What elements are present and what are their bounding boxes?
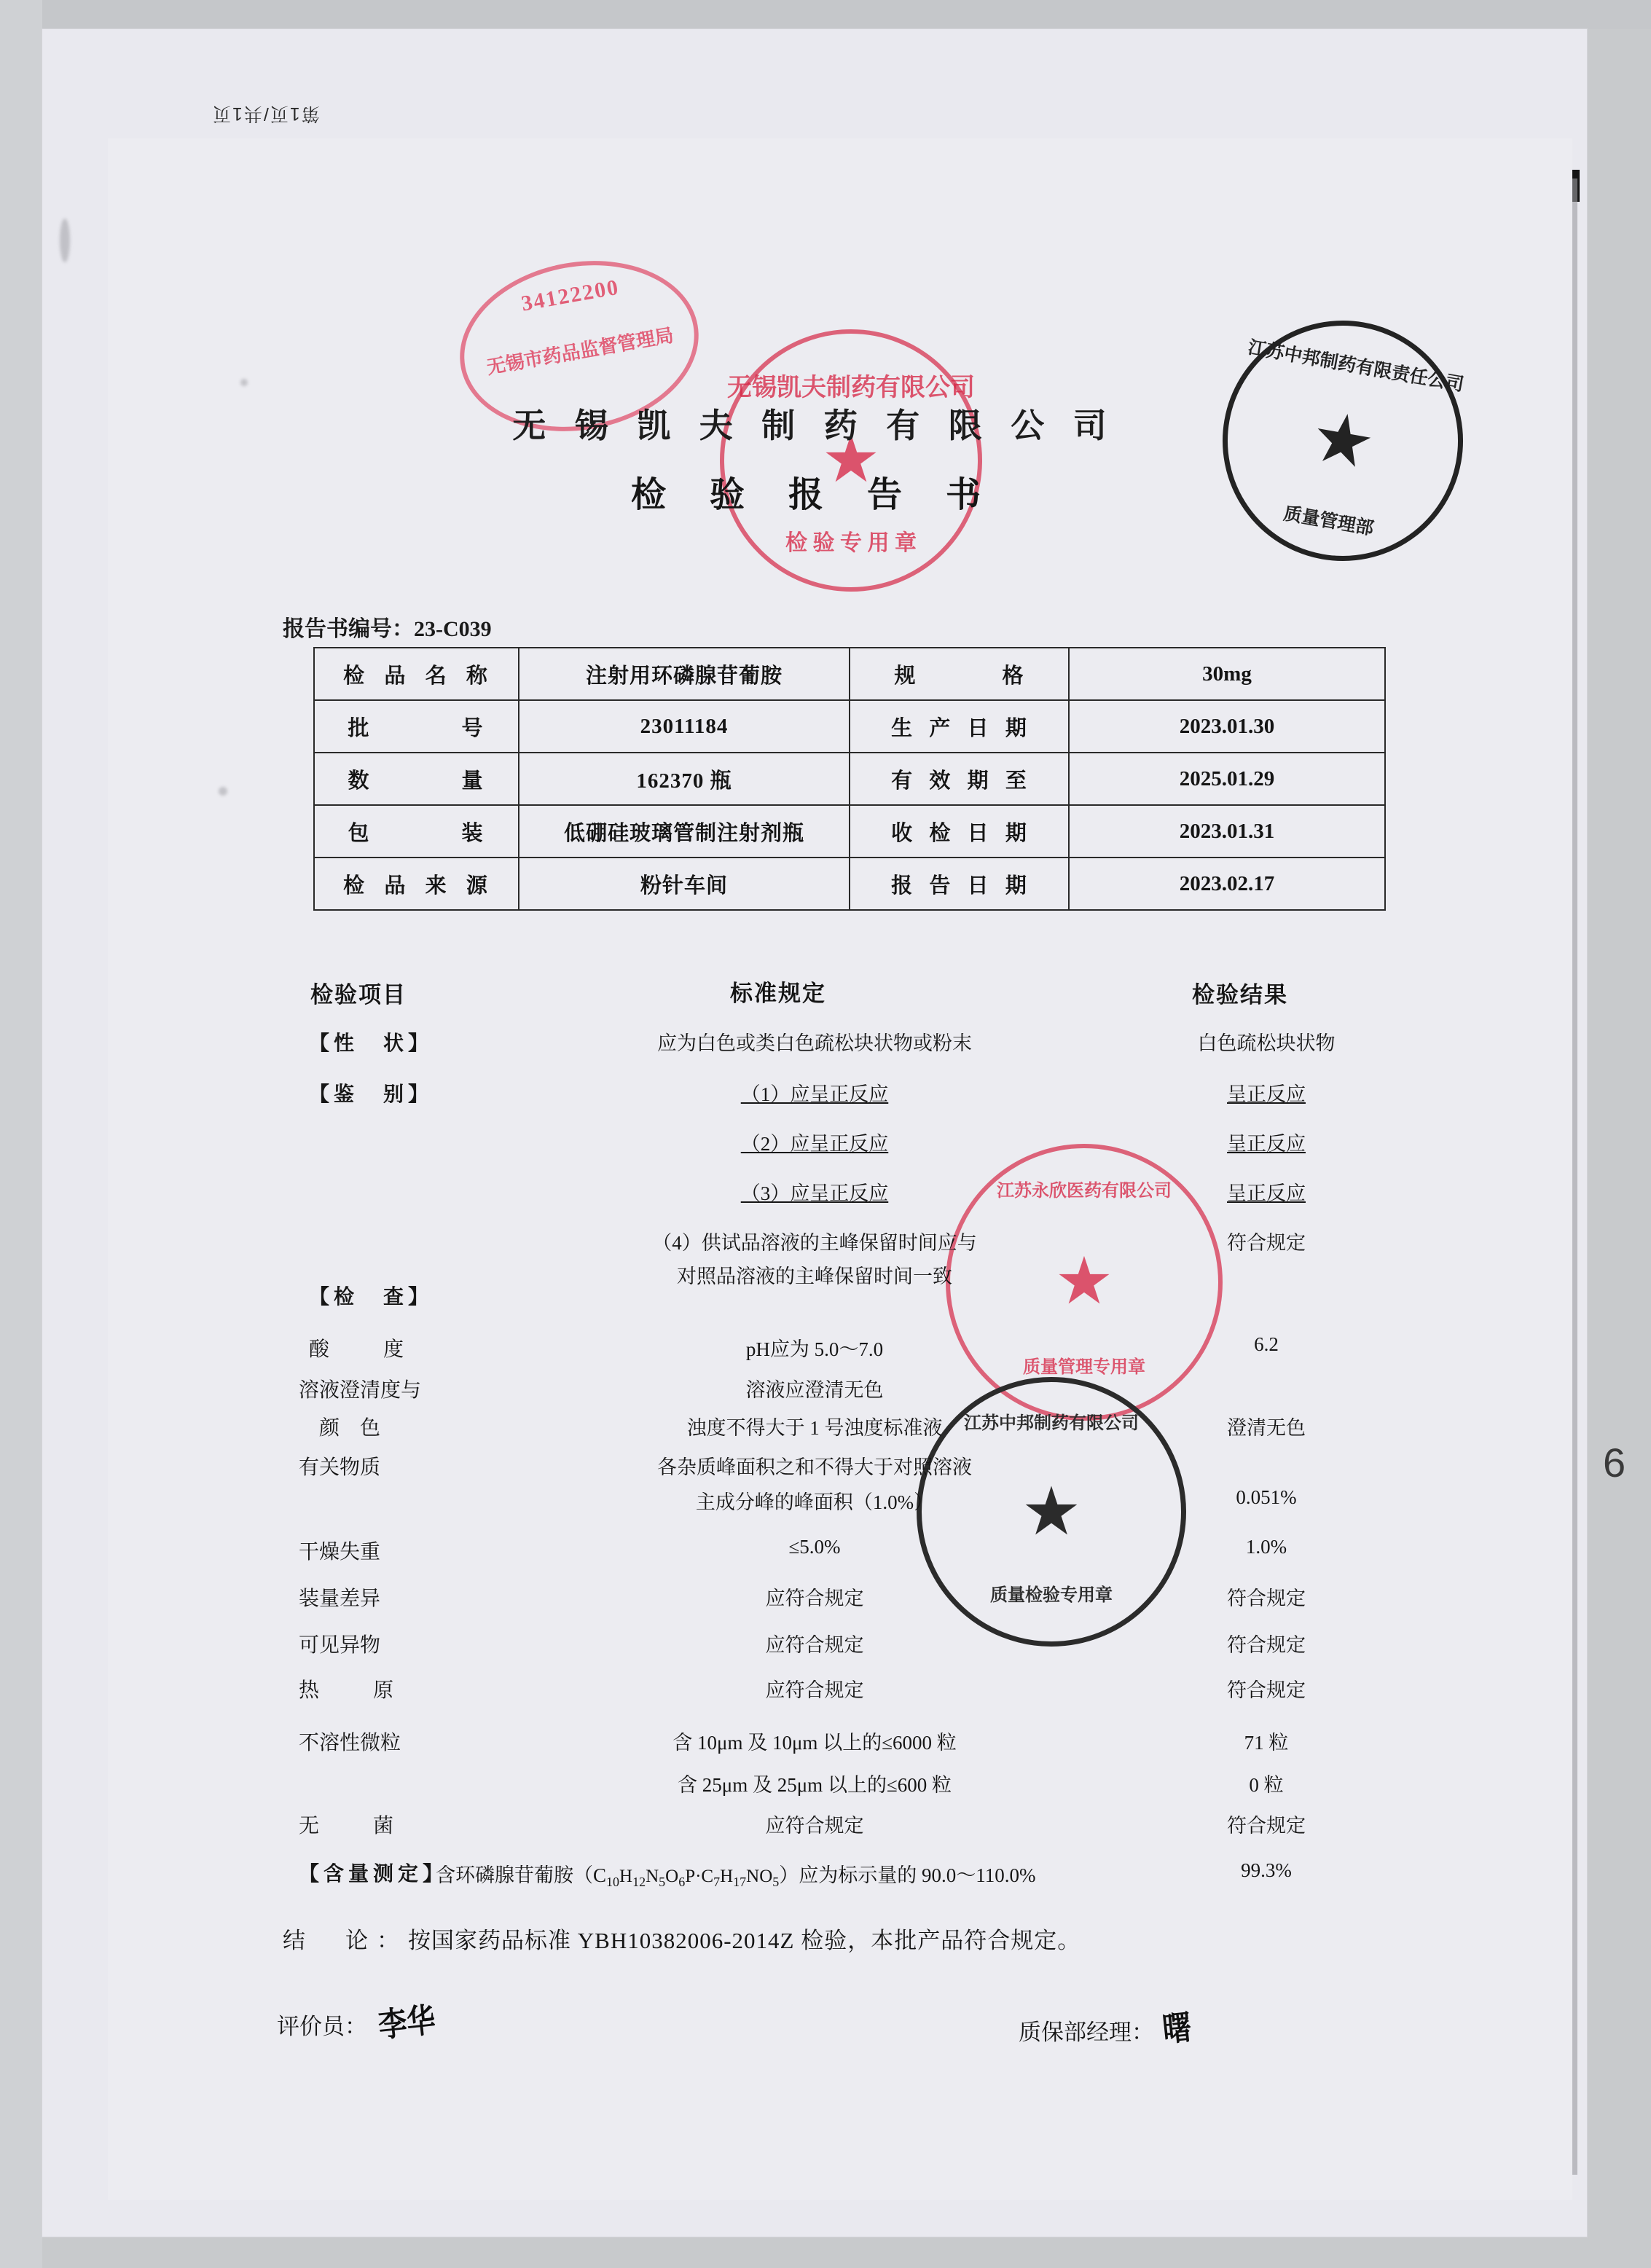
result-value: 呈正反应 <box>1227 1083 1306 1105</box>
table-row <box>314 805 1385 858</box>
cell-label: 数 量 <box>314 753 519 805</box>
result-value: 澄清无色 <box>1227 1417 1306 1439</box>
result-standard: （4）供试品溶液的主峰保留时间应与 <box>652 1232 977 1254</box>
result-standard: 溶液应澄清无色 <box>745 1379 884 1401</box>
result-value-assay: 99.3% <box>1241 1859 1292 1881</box>
result-standard: 应符合规定 <box>765 1815 864 1837</box>
result-standard: 应符合规定 <box>765 1588 864 1609</box>
result-standard: 含 25μm 及 25μm 以上的≤600 粒 <box>677 1774 952 1796</box>
cell-label2: 有 效 期 至 <box>850 753 1069 805</box>
result-standard: 应为白色或类白色疏松块状物或粉末 <box>657 1032 972 1054</box>
scan-artifact <box>240 379 248 386</box>
report-number-label: 报告书编号： <box>283 617 414 641</box>
result-standard: 浊度不得大于 1 号浊度标准液 <box>686 1417 943 1439</box>
assay-standard-post: ）应为标示量的 90.0～110.0% <box>779 1864 1036 1886</box>
cell-value: 低硼硅玻璃管制注射剂瓶 <box>519 805 850 858</box>
report-number-value: 23-C039 <box>414 617 492 641</box>
cell-value2: 30mg <box>1069 648 1385 700</box>
right-stamp-department: 质量管理部 <box>1282 503 1376 539</box>
result-item: 热 原 <box>299 1679 399 1702</box>
red-mid-stamp-purpose: 质量管理专用章 <box>1023 1358 1145 1377</box>
cell-label: 检 品 来 源 <box>314 858 519 910</box>
page-mark: 第1页/共1页 <box>211 103 320 124</box>
column-header-item: 检验项目 <box>310 982 407 1008</box>
result-value: 符合规定 <box>1227 1588 1306 1609</box>
column-header-result: 检验结果 <box>1192 982 1288 1008</box>
cell-value: 162370 瓶 <box>519 753 850 805</box>
star-icon: ★ <box>1054 1246 1114 1318</box>
result-item: 【性 状】 <box>309 1032 434 1055</box>
result-item: 有关物质 <box>299 1456 381 1479</box>
side-page-number: 6 <box>1603 1440 1626 1486</box>
star-icon: ★ <box>821 424 881 496</box>
sample-info-body <box>314 648 1385 910</box>
result-item-assay: 【含量测定】 <box>299 1863 448 1886</box>
inspection-stamp <box>720 329 982 592</box>
inspection-stamp-purpose: 检 验 专 用 章 <box>785 531 917 555</box>
result-standard: 应符合规定 <box>765 1679 864 1701</box>
result-standard: pH应为 5.0～7.0 <box>745 1338 884 1360</box>
cell-value: 注射用环磷腺苷葡胺 <box>519 648 850 700</box>
cell-label2: 规 格 <box>850 648 1069 700</box>
table-row <box>314 648 1385 700</box>
result-value: 白色疏松块状物 <box>1197 1032 1336 1054</box>
result-value: 符合规定 <box>1227 1679 1306 1701</box>
qa-signature: 曙 <box>1160 2007 1193 2049</box>
result-item: 可见异物 <box>299 1634 381 1657</box>
result-standard: 主成分峰的峰面积（1.0%） <box>695 1491 934 1513</box>
scan-artifact <box>219 787 227 796</box>
result-standard: （3）应呈正反应 <box>740 1182 889 1204</box>
cell-value2: 2023.01.30 <box>1069 700 1385 753</box>
table-row <box>314 700 1385 753</box>
column-header-standard: 标准规定 <box>730 981 826 1006</box>
result-item: 装量差异 <box>299 1588 381 1610</box>
page-background-top <box>0 0 1651 29</box>
cell-value: 粉针车间 <box>519 858 850 910</box>
result-item: 不溶性微粒 <box>299 1732 401 1754</box>
report-number <box>283 611 492 643</box>
evaluator-signature: 李华 <box>376 2000 437 2045</box>
conclusion-label: 结 论： <box>283 1928 408 1953</box>
page-background-left <box>0 0 42 2268</box>
result-value: 符合规定 <box>1227 1634 1306 1656</box>
result-item: 【检 查】 <box>309 1286 434 1308</box>
result-item: 无 菌 <box>299 1815 399 1837</box>
assay-formula: $_{10}H_{12}N_5O_6P\cdot C_7H_{17}NO_5$ <box>606 1867 780 1889</box>
star-icon: ★ <box>1021 1475 1082 1549</box>
qa-label: 质保部经理： <box>1019 2020 1154 2045</box>
result-standard: 含 10μm 及 10μm 以上的≤6000 粒 <box>672 1732 957 1754</box>
result-standard: （1）应呈正反应 <box>740 1083 889 1105</box>
table-row <box>314 753 1385 805</box>
result-standard: （2）应呈正反应 <box>740 1133 889 1155</box>
result-value: 符合规定 <box>1227 1815 1306 1837</box>
result-item: 酸 度 <box>309 1338 409 1361</box>
cell-label: 检 品 名 称 <box>314 648 519 700</box>
star-icon: ★ <box>1305 396 1381 484</box>
oval-stamp-number: 34122200 <box>519 275 621 316</box>
result-value: 0.051% <box>1236 1486 1297 1508</box>
result-item: 溶液澄清度与 <box>299 1379 422 1402</box>
oval-stamp-text: 无锡市药品监督管理局 <box>485 324 675 379</box>
assay-standard-pre: 含环磷腺苷葡胺（C <box>436 1864 607 1886</box>
conclusion-text: 按国家药品标准 YBH10382006-2014Z 检验，本批产品符合规定。 <box>408 1928 1081 1953</box>
cell-value2: 2025.01.29 <box>1069 753 1385 805</box>
red-mid-stamp-company: 江苏永欣医药有限公司 <box>997 1182 1172 1201</box>
result-value: 呈正反应 <box>1227 1182 1306 1204</box>
cell-value2: 2023.01.31 <box>1069 805 1385 858</box>
cell-label: 批 号 <box>314 700 519 753</box>
evaluator-label: 评价员： <box>277 2014 367 2039</box>
cell-value: 23011184 <box>519 700 850 753</box>
conclusion <box>283 1922 1081 1955</box>
cell-value2: 2023.02.17 <box>1069 858 1385 910</box>
result-value: 71 粒 <box>1244 1732 1289 1754</box>
black-mid-stamp-company: 江苏中邦制药有限公司 <box>964 1414 1139 1433</box>
result-value: 符合规定 <box>1227 1232 1306 1254</box>
scan-artifact <box>60 219 70 262</box>
result-standard: 对照品溶液的主峰保留时间一致 <box>677 1266 952 1287</box>
document-title: 检 验 报 告 书 <box>630 476 998 514</box>
result-value: 6.2 <box>1254 1333 1279 1355</box>
result-item: 【鉴 别】 <box>309 1083 434 1106</box>
black-mid-stamp-purpose: 质量检验专用章 <box>990 1586 1113 1605</box>
result-standard: ≤5.0% <box>788 1536 841 1558</box>
cell-label2: 报 告 日 期 <box>850 858 1069 910</box>
scanned-sheet <box>42 29 1587 2237</box>
cell-label2: 生 产 日 期 <box>850 700 1069 753</box>
result-value: 1.0% <box>1245 1536 1287 1558</box>
table-row <box>314 858 1385 910</box>
inspection-stamp-company: 无锡凯夫制药有限公司 <box>727 374 975 401</box>
result-value: 0 粒 <box>1249 1774 1284 1796</box>
sample-info-table <box>313 647 1386 911</box>
right-stamp-company: 江苏中邦制药有限责任公司 <box>1246 337 1466 396</box>
result-standard: 应符合规定 <box>765 1634 864 1656</box>
result-value: 呈正反应 <box>1227 1133 1306 1155</box>
company-name: 无 锡 凯 夫 制 药 有 限 公 司 <box>512 407 1117 444</box>
result-item: 颜 色 <box>299 1417 381 1440</box>
evaluator-signature-block <box>277 1996 440 2044</box>
cell-label2: 收 检 日 期 <box>850 805 1069 858</box>
cell-label: 包 装 <box>314 805 519 858</box>
result-standard: 各杂质峰面积之和不得大于对照溶液 <box>657 1456 972 1478</box>
result-item: 干燥失重 <box>299 1541 381 1563</box>
qa-manager-signature-block <box>1019 2002 1193 2050</box>
